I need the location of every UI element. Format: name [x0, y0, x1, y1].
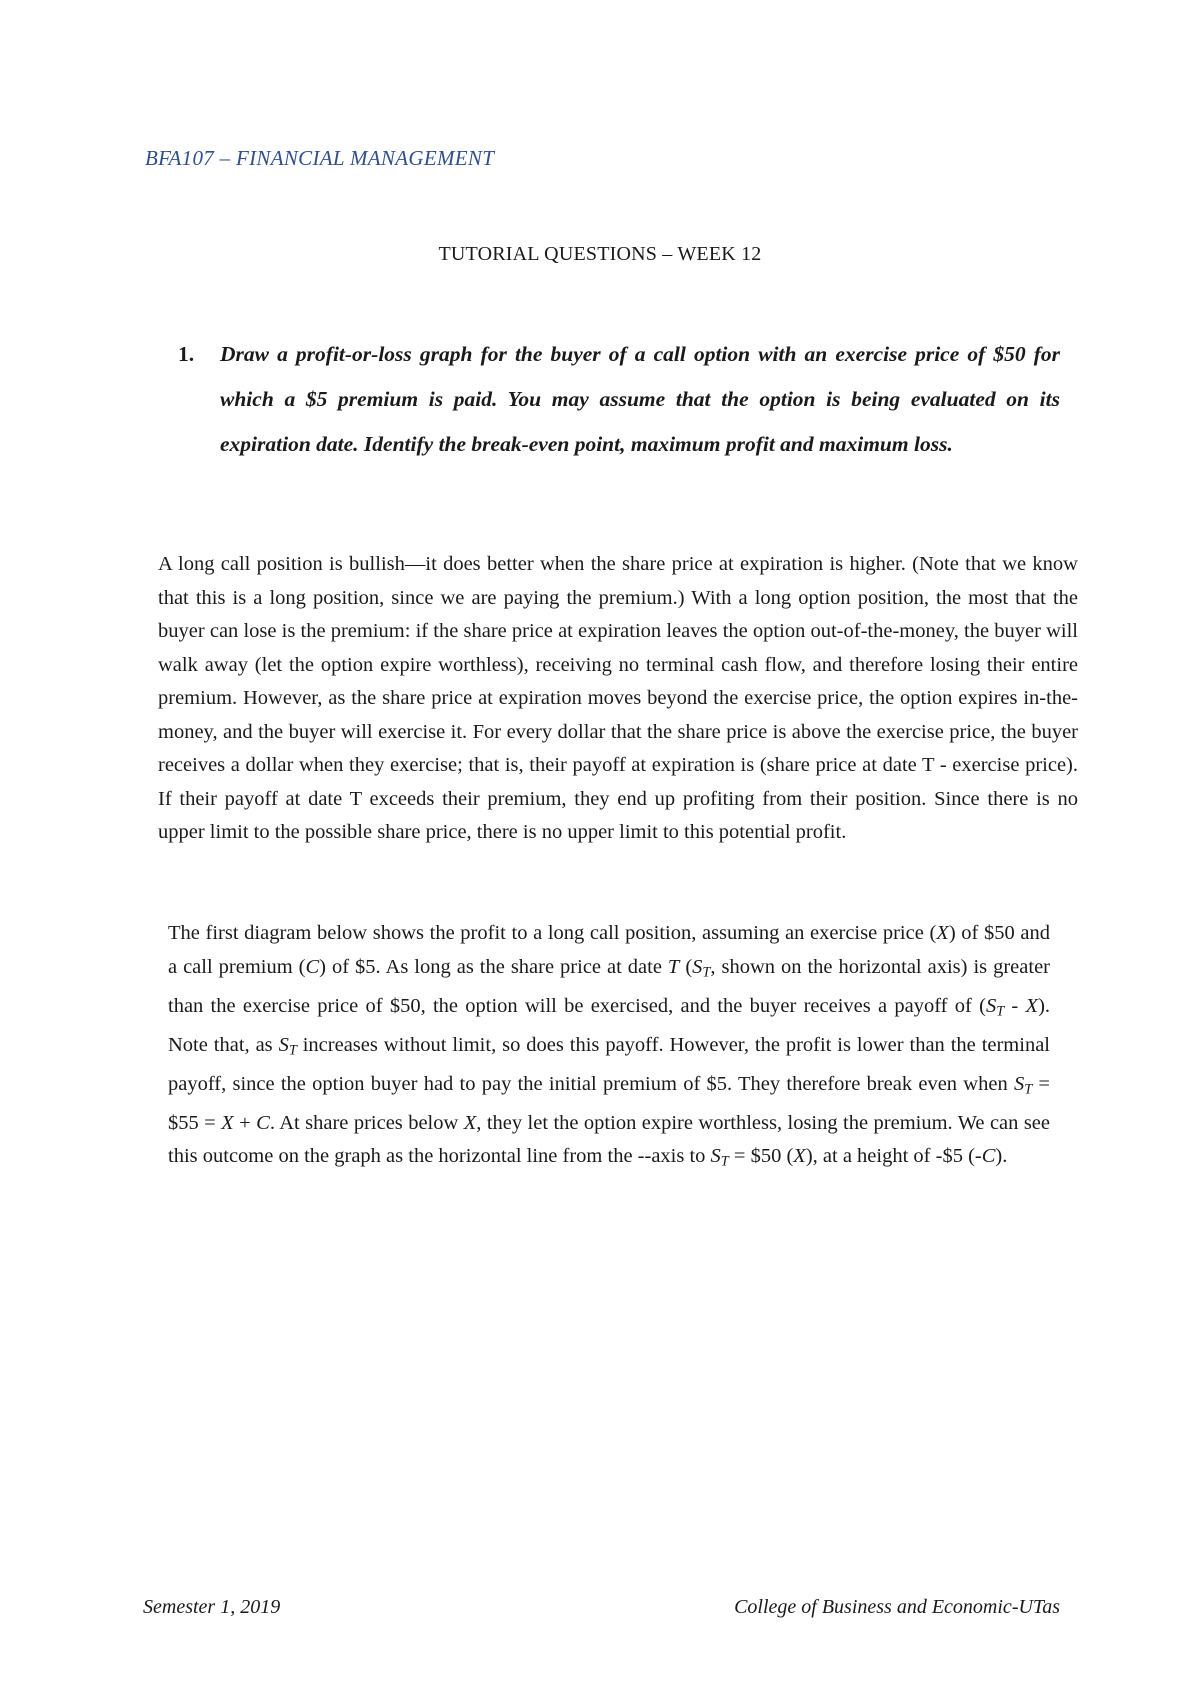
math-var: T [667, 955, 680, 978]
math-var: X [221, 1111, 234, 1134]
math-subscript: T [1024, 1081, 1033, 1098]
math-var: S [710, 1145, 721, 1168]
question-text: Draw a profit-or-loss graph for the buyer of a call option with an exercise price of $50 for which a $5 premium is paid. You may assume that the option is being evaluated on its expiration date. Identify the break-even point, maximum profit and maximum loss. [220, 342, 1060, 456]
math-var: C [981, 1145, 996, 1168]
text-run: increases without limit, so does this payoff. However, the profit is lower than the terminal payoff, since the option buyer had to pay the initial premium of $5. They therefore break even when [168, 1033, 1050, 1095]
text-run: . At share prices below [269, 1111, 464, 1134]
answer-paragraph-1: A long call position is bullish—it does better when the share price at expiration is higher. (Note that we know that this is a long position, since we are paying the premium.) With a long option position, the most that the buyer can lose is the premium: if the share price at expiration leaves the option out-of-the-money, the buyer will walk away (let the option expire worthless), receiving no terminal cash flow, and therefore losing their entire premium. However, as the share price at expiration moves beyond the exercise price, the option expires in-the-money, and the buyer will exercise it. For every dollar that the share price is above the exercise price, the buyer receives a dollar when they exercise; that is, their payoff at expiration is (share price at date T - exercise price). If their payoff at date T exceeds their premium, they end up profiting from their position. Since there is no upper limit to the possible share price, there is no upper limit to this potential profit. [158, 553, 1078, 843]
text-run: = $50 ( [728, 1145, 794, 1168]
math-var: S [1013, 1072, 1025, 1095]
text-run: ) of $5. As long as the share price at date [319, 955, 668, 978]
math-var: C [305, 955, 320, 978]
math-var: X [936, 922, 949, 944]
math-var: S [692, 955, 703, 978]
math-subscript: T [702, 964, 711, 981]
math-var: X [1025, 994, 1039, 1017]
text-run: ) of $50 and a call premium ( [168, 922, 1050, 978]
text-run: The first diagram below shows the profit to a long call position, assuming an exercise price ( [168, 922, 937, 944]
course-header: BFA107 – FINANCIAL MANAGEMENT [145, 146, 495, 170]
math-var: X [463, 1111, 477, 1134]
question-number: 1. [178, 342, 195, 366]
text-run: ( [679, 955, 693, 978]
text-run: + [233, 1111, 257, 1134]
text-run: ). [995, 1145, 1008, 1168]
math-var: S [985, 994, 997, 1017]
text-run: , they let the option expire worthless, losing the premium. We can see this outcome on the graph as the horizontal line from the --axis to [168, 1111, 1050, 1168]
tutorial-title: TUTORIAL QUESTIONS – WEEK 12 [438, 243, 762, 265]
answer-paragraph-2 [168, 917, 1050, 1179]
text-run: - [1004, 994, 1026, 1017]
text-run: ), at a height of -$5 (- [805, 1145, 982, 1168]
math-subscript: T [720, 1153, 729, 1170]
text-run: ). Note that, as [168, 994, 1051, 1056]
math-var: C [256, 1111, 270, 1134]
text-run: , shown on the horizontal axis) is greater than the exercise price of $50, the option will be exercised, and the buyer receives a payoff of ( [168, 955, 1051, 1017]
math-var: X [793, 1145, 806, 1168]
question-1 [178, 332, 1060, 467]
math-subscript: T [288, 1042, 297, 1059]
footer-college: College of Business and Economic-UTas [734, 1596, 1060, 1618]
text-run: = $55 = [168, 1072, 1050, 1134]
footer-semester: Semester 1, 2019 [143, 1596, 281, 1618]
math-subscript: T [996, 1003, 1005, 1020]
math-var: S [278, 1033, 289, 1056]
